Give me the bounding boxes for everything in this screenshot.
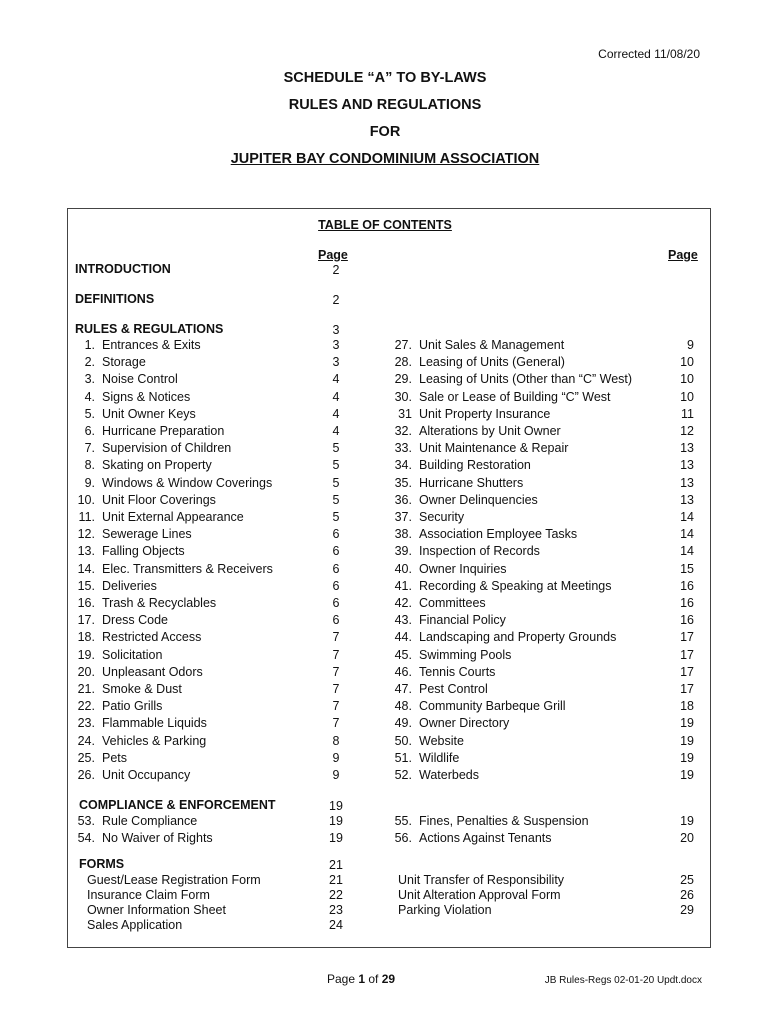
- rule-item-page: 6: [332, 527, 340, 542]
- rule-item-page: 7: [332, 716, 340, 731]
- rule-item-page: 4: [332, 372, 340, 387]
- rule-item-page: 11: [681, 406, 694, 421]
- compliance-list-right: [382, 813, 589, 847]
- rule-item-page: 10: [680, 389, 694, 404]
- rule-item-page: 3: [332, 338, 340, 352]
- page-column-header-left: Page: [318, 248, 348, 262]
- rule-item-page: 10: [680, 355, 694, 370]
- rule-item-page: 13: [680, 458, 694, 473]
- rule-item-number: 49.: [394, 716, 412, 731]
- form-item: [398, 888, 564, 903]
- compliance-item-label: Actions Against Tenants: [419, 831, 552, 846]
- rule-item-label: Leasing of Units (General): [419, 355, 565, 370]
- rule-item-label: Flammable Liquids: [102, 716, 207, 731]
- rule-item-label: Deliveries: [102, 578, 157, 593]
- rule-item: [382, 715, 632, 732]
- form-item: [87, 903, 261, 918]
- rule-item-label: Leasing of Units (Other than “C” West): [419, 372, 633, 387]
- rules-list-left: [65, 337, 273, 784]
- rule-item: [65, 337, 273, 354]
- rule-item: [382, 526, 632, 543]
- rule-item: [65, 612, 273, 629]
- section-forms: FORMS: [79, 857, 125, 871]
- rule-item-page: 4: [332, 406, 340, 421]
- rule-item: [65, 371, 273, 388]
- rule-item-number: 14.: [77, 561, 95, 576]
- section-rules: RULES & REGULATIONS: [75, 322, 224, 336]
- form-item: [398, 903, 564, 918]
- rule-item: [382, 681, 632, 698]
- rule-item-number: 13.: [77, 544, 95, 559]
- rule-item-label: Hurricane Shutters: [419, 475, 524, 490]
- rule-item-label: Owner Inquiries: [419, 561, 507, 576]
- rule-item-page: 17: [680, 664, 694, 679]
- rule-item-label: Vehicles & Parking: [102, 733, 207, 748]
- rule-item: [382, 337, 632, 354]
- rule-item-label: Unit Maintenance & Repair: [419, 441, 569, 456]
- form-item: [87, 873, 261, 888]
- rule-item-number: 30.: [394, 389, 412, 404]
- rule-item-page: 15: [680, 561, 694, 576]
- rule-item-label: Pets: [102, 750, 128, 765]
- rule-item-number: 32.: [394, 424, 412, 439]
- rule-item: [382, 543, 632, 560]
- rule-item-number: 28.: [394, 355, 412, 370]
- rule-item-page: 6: [332, 578, 340, 593]
- rule-item-page: 13: [680, 441, 694, 456]
- rule-item-label: Sale or Lease of Building “C” West: [419, 389, 611, 404]
- rule-item: [382, 578, 632, 595]
- rule-item-label: Community Barbeque Grill: [419, 699, 566, 714]
- rule-item-number: 37.: [394, 510, 412, 525]
- rule-item-label: Landscaping and Property Grounds: [419, 630, 617, 645]
- rule-item-number: 46.: [394, 664, 412, 679]
- rule-item-label: Falling Objects: [102, 544, 185, 559]
- rule-item-page: 7: [332, 647, 340, 662]
- rule-item: [65, 406, 273, 423]
- rule-item-label: Storage: [102, 355, 146, 370]
- rule-item-number: 18.: [77, 630, 95, 645]
- doc-title-line4: [0, 151, 770, 167]
- rule-item-number: 33.: [394, 441, 412, 456]
- rule-item: [382, 406, 632, 423]
- rule-item-label: Recording & Speaking at Meetings: [419, 578, 612, 593]
- rule-item-number: 19.: [77, 647, 95, 662]
- rule-item-number: 3.: [84, 372, 95, 387]
- rule-item-page: 17: [680, 647, 694, 662]
- rule-item-label: Unit Property Insurance: [419, 406, 551, 421]
- rule-item-page: 18: [680, 699, 694, 714]
- rule-item-page: 3: [332, 355, 340, 370]
- doc-title-line1: SCHEDULE “A” TO BY-LAWS: [283, 70, 487, 86]
- forms-list-right: [398, 873, 564, 918]
- rule-item-number: 27.: [394, 338, 412, 352]
- rule-item: [65, 767, 273, 784]
- rule-item-number: 8.: [84, 458, 95, 473]
- rule-item-number: 51.: [394, 750, 412, 765]
- form-item-page: 29: [680, 903, 694, 917]
- rule-item-label: Patio Grills: [102, 699, 163, 714]
- rule-item-page: 9: [687, 338, 694, 352]
- rule-item: [382, 440, 632, 457]
- form-item-page: 22: [329, 888, 343, 902]
- rule-item-page: 14: [680, 510, 694, 525]
- rule-item-number: 35.: [394, 475, 412, 490]
- rule-item-page: 7: [332, 682, 340, 697]
- rule-item-number: 1.: [84, 338, 95, 352]
- compliance-item-page: 20: [680, 831, 694, 846]
- compliance-item-number: 56.: [394, 831, 412, 846]
- section-introduction: INTRODUCTION: [75, 262, 171, 276]
- form-item: [87, 918, 261, 933]
- rule-item-number: 47.: [394, 682, 412, 697]
- rule-item: [65, 664, 273, 681]
- rule-item-number: 11.: [78, 510, 95, 525]
- rule-item: [382, 371, 632, 388]
- rule-item: [382, 664, 632, 681]
- rules-pages-left: [323, 337, 349, 784]
- rule-item-label: Owner Delinquencies: [419, 492, 538, 507]
- rule-item-page: 5: [332, 475, 340, 490]
- rule-item-number: 21.: [77, 682, 95, 697]
- rule-item-label: Sewerage Lines: [102, 527, 192, 542]
- rule-item: [65, 647, 273, 664]
- rule-item-number: 24.: [77, 733, 95, 748]
- section-introduction-page: 2: [332, 263, 340, 277]
- compliance-item-label: No Waiver of Rights: [102, 831, 213, 846]
- form-item-label: Insurance Claim Form: [87, 888, 210, 902]
- rule-item: [382, 389, 632, 406]
- rule-item-page: 12: [680, 424, 694, 439]
- rule-item: [382, 475, 632, 492]
- rule-item: [65, 492, 273, 509]
- compliance-item-page: 19: [329, 831, 343, 846]
- form-item: [398, 873, 564, 888]
- form-item-page: 21: [329, 873, 343, 887]
- rule-item-label: Unit Floor Coverings: [102, 492, 216, 507]
- rule-item: [65, 457, 273, 474]
- rule-item: [382, 457, 632, 474]
- rule-item: [65, 440, 273, 457]
- rule-item-label: Trash & Recyclables: [102, 596, 217, 611]
- rule-item-label: Noise Control: [102, 372, 178, 387]
- form-item-label: Owner Information Sheet: [87, 903, 226, 917]
- form-item-label: Guest/Lease Registration Form: [87, 873, 261, 887]
- rule-item-number: 6.: [84, 424, 95, 439]
- rule-item-number: 22.: [77, 699, 95, 714]
- rule-item: [65, 475, 273, 492]
- rule-item-page: 6: [332, 613, 340, 628]
- rule-item: [65, 509, 273, 526]
- rule-item-label: Unit External Appearance: [102, 510, 244, 525]
- rule-item-number: 39.: [394, 544, 412, 559]
- rule-item-label: Elec. Transmitters & Receivers: [102, 561, 273, 576]
- page-current: 1: [358, 972, 366, 986]
- rule-item-number: 29.: [394, 372, 412, 387]
- rule-item-page: 16: [680, 596, 694, 611]
- compliance-item: [382, 813, 589, 830]
- rule-item: [65, 681, 273, 698]
- rule-item-page: 16: [680, 578, 694, 593]
- rule-item: [65, 698, 273, 715]
- rule-item-page: 7: [332, 664, 340, 679]
- rule-item-label: Skating on Property: [102, 458, 212, 473]
- rule-item-page: 4: [332, 389, 340, 404]
- rule-item-number: 41.: [394, 578, 412, 593]
- rule-item-label: Alterations by Unit Owner: [419, 424, 561, 439]
- rule-item-number: 34.: [394, 458, 412, 473]
- form-item-page: 24: [329, 918, 343, 932]
- rule-item-label: Owner Directory: [419, 716, 510, 731]
- rule-item-label: Smoke & Dust: [102, 682, 182, 697]
- rule-item-label: Committees: [419, 596, 486, 611]
- forms-pages-left: [323, 873, 349, 933]
- forms-list-left: [87, 873, 261, 933]
- compliance-list-left: [65, 813, 213, 847]
- rule-item-number: 12.: [77, 527, 95, 542]
- form-item-label: Unit Alteration Approval Form: [398, 888, 561, 902]
- rule-item-number: 25.: [77, 750, 95, 765]
- form-item-label: Sales Application: [87, 918, 183, 932]
- rule-item-label: Unit Occupancy: [102, 768, 191, 783]
- rule-item: [382, 767, 632, 784]
- rule-item-page: 19: [680, 716, 694, 731]
- rule-item: [65, 715, 273, 732]
- rule-item-page: 17: [680, 630, 694, 645]
- rule-item-number: 15.: [77, 578, 95, 593]
- page-total: 29: [381, 972, 396, 986]
- rule-item-number: 4.: [84, 389, 95, 404]
- rule-item-number: 20.: [77, 664, 95, 679]
- rule-item: [65, 750, 273, 767]
- rule-item-number: 17.: [77, 613, 95, 628]
- rule-item: [382, 612, 632, 629]
- form-item-label: Unit Transfer of Responsibility: [398, 873, 565, 887]
- rule-item: [65, 354, 273, 371]
- compliance-pages-left: [323, 813, 349, 847]
- rule-item-label: Solicitation: [102, 647, 163, 662]
- rule-item-number: 38.: [394, 527, 412, 542]
- rule-item-page: 13: [680, 492, 694, 507]
- toc-title: TABLE OF CONTENTS: [318, 218, 452, 232]
- rule-item-label: Security: [419, 510, 465, 525]
- rule-item-page: 4: [332, 424, 340, 439]
- rule-item-label: Waterbeds: [419, 768, 479, 783]
- rule-item-label: Wildlife: [419, 750, 460, 765]
- rule-item-number: 10.: [77, 492, 95, 507]
- rule-item: [382, 354, 632, 371]
- rule-item-number: 50.: [394, 733, 412, 748]
- rule-item: [382, 629, 632, 646]
- page-indicator: [327, 972, 395, 986]
- compliance-item-label: Fines, Penalties & Suspension: [419, 814, 589, 828]
- form-item-page: 23: [329, 903, 343, 917]
- form-item-label: Parking Violation: [398, 903, 492, 917]
- rule-item-number: 52.: [394, 768, 412, 783]
- rule-item-label: Hurricane Preparation: [102, 424, 225, 439]
- rule-item-label: Windows & Window Coverings: [102, 475, 273, 490]
- rule-item: [382, 750, 632, 767]
- form-item-page: 25: [680, 873, 694, 887]
- compliance-item-number: 53.: [77, 814, 95, 828]
- rule-item-page: 19: [680, 750, 694, 765]
- rule-item-page: 6: [332, 561, 340, 576]
- section-compliance: COMPLIANCE & ENFORCEMENT: [79, 798, 276, 812]
- rule-item-number: 26.: [77, 768, 95, 783]
- rule-item: [382, 423, 632, 440]
- rule-item-page: 19: [680, 768, 694, 783]
- rule-item: [382, 698, 632, 715]
- rule-item-label: Supervision of Children: [102, 441, 232, 456]
- rule-item: [65, 526, 273, 543]
- rule-item-label: Restricted Access: [102, 630, 202, 645]
- rule-item-label: Financial Policy: [419, 613, 506, 628]
- rule-item: [65, 389, 273, 406]
- rule-item-page: 8: [332, 733, 340, 748]
- compliance-item-page: 19: [329, 814, 343, 828]
- rule-item-label: Swimming Pools: [419, 647, 512, 662]
- rule-item-number: 36.: [394, 492, 412, 507]
- rule-item-page: 19: [680, 733, 694, 748]
- rule-item-number: 45.: [394, 647, 412, 662]
- compliance-pages-right: [664, 813, 694, 847]
- rule-item: [65, 543, 273, 560]
- rule-item-number: 2.: [84, 355, 95, 370]
- rule-item-page: 16: [680, 613, 694, 628]
- rule-item-label: Inspection of Records: [419, 544, 540, 559]
- rule-item-page: 14: [680, 544, 694, 559]
- compliance-item-number: 55.: [394, 814, 412, 828]
- rule-item-label: Unit Owner Keys: [102, 406, 196, 421]
- rules-pages-right: [664, 337, 694, 784]
- rule-item-label: Unit Sales & Management: [419, 338, 565, 352]
- rule-item-page: 5: [332, 510, 340, 525]
- rule-item-number: 23.: [77, 716, 95, 731]
- page-column-header-right: Page: [668, 248, 698, 262]
- rule-item-number: 5.: [84, 406, 95, 421]
- rule-item: [382, 733, 632, 750]
- rule-item-number: 43.: [394, 613, 412, 628]
- rules-list-right: [382, 337, 632, 784]
- rule-item: [65, 561, 273, 578]
- rule-item-page: 10: [680, 372, 694, 387]
- rule-item-number: 44.: [394, 630, 412, 645]
- rule-item: [382, 647, 632, 664]
- rule-item-number: 31: [398, 406, 412, 421]
- rule-item-page: 5: [332, 492, 340, 507]
- section-rules-page: 3: [332, 323, 340, 337]
- corrected-date: Corrected 11/08/20: [598, 47, 700, 61]
- rule-item-label: Dress Code: [102, 613, 168, 628]
- file-name: JB Rules-Regs 02-01-20 Updt.docx: [544, 975, 702, 986]
- rule-item-page: 14: [680, 527, 694, 542]
- doc-title-line3: FOR: [369, 124, 401, 140]
- rule-item-page: 5: [332, 458, 340, 473]
- doc-title-line2: RULES AND REGULATIONS: [288, 97, 482, 113]
- rule-item: [65, 578, 273, 595]
- rule-item-number: 40.: [394, 561, 412, 576]
- rule-item: [382, 492, 632, 509]
- rule-item: [382, 561, 632, 578]
- rule-item-number: 7.: [84, 441, 95, 456]
- rule-item-label: Entrances & Exits: [102, 338, 201, 352]
- rule-item-page: 13: [680, 475, 694, 490]
- compliance-item: [65, 830, 213, 847]
- rule-item-label: Tennis Courts: [419, 664, 496, 679]
- page-of: of: [365, 972, 382, 986]
- rule-item-label: Pest Control: [419, 682, 488, 697]
- rule-item-label: Signs & Notices: [102, 389, 191, 404]
- rule-item-page: 6: [332, 596, 340, 611]
- compliance-item-label: Rule Compliance: [102, 814, 198, 828]
- section-compliance-page: 19: [329, 799, 343, 813]
- association-name: JUPITER BAY CONDOMINIUM ASSOCIATION: [230, 151, 540, 167]
- rule-item: [65, 423, 273, 440]
- form-item: [87, 888, 261, 903]
- rule-item: [65, 595, 273, 612]
- rule-item: [65, 629, 273, 646]
- rule-item-page: 9: [332, 750, 340, 765]
- page-prefix: Page: [327, 972, 359, 986]
- form-item-page: 26: [680, 888, 694, 902]
- rule-item: [382, 595, 632, 612]
- compliance-item-number: 54.: [77, 831, 95, 846]
- rule-item-page: 6: [332, 544, 340, 559]
- rule-item: [65, 733, 273, 750]
- rule-item-number: 42.: [394, 596, 412, 611]
- rule-item-page: 17: [680, 682, 694, 697]
- rule-item-page: 7: [332, 699, 340, 714]
- section-forms-page: 21: [329, 858, 343, 872]
- rule-item-number: 48.: [394, 699, 412, 714]
- rule-item: [382, 509, 632, 526]
- rule-item-label: Website: [419, 733, 464, 748]
- rule-item-label: Unpleasant Odors: [102, 664, 203, 679]
- compliance-item-page: 19: [680, 814, 694, 828]
- section-definitions-page: 2: [332, 293, 340, 307]
- rule-item-page: 5: [332, 441, 340, 456]
- compliance-item: [65, 813, 213, 830]
- forms-pages-right: [664, 873, 694, 918]
- compliance-item: [382, 830, 589, 847]
- section-definitions: DEFINITIONS: [75, 292, 155, 306]
- rule-item-page: 7: [332, 630, 340, 645]
- rule-item-label: Association Employee Tasks: [419, 527, 578, 542]
- rule-item-label: Building Restoration: [419, 458, 531, 473]
- rule-item-number: 9.: [84, 475, 95, 490]
- rule-item-page: 9: [332, 768, 340, 783]
- rule-item-number: 16.: [77, 596, 95, 611]
